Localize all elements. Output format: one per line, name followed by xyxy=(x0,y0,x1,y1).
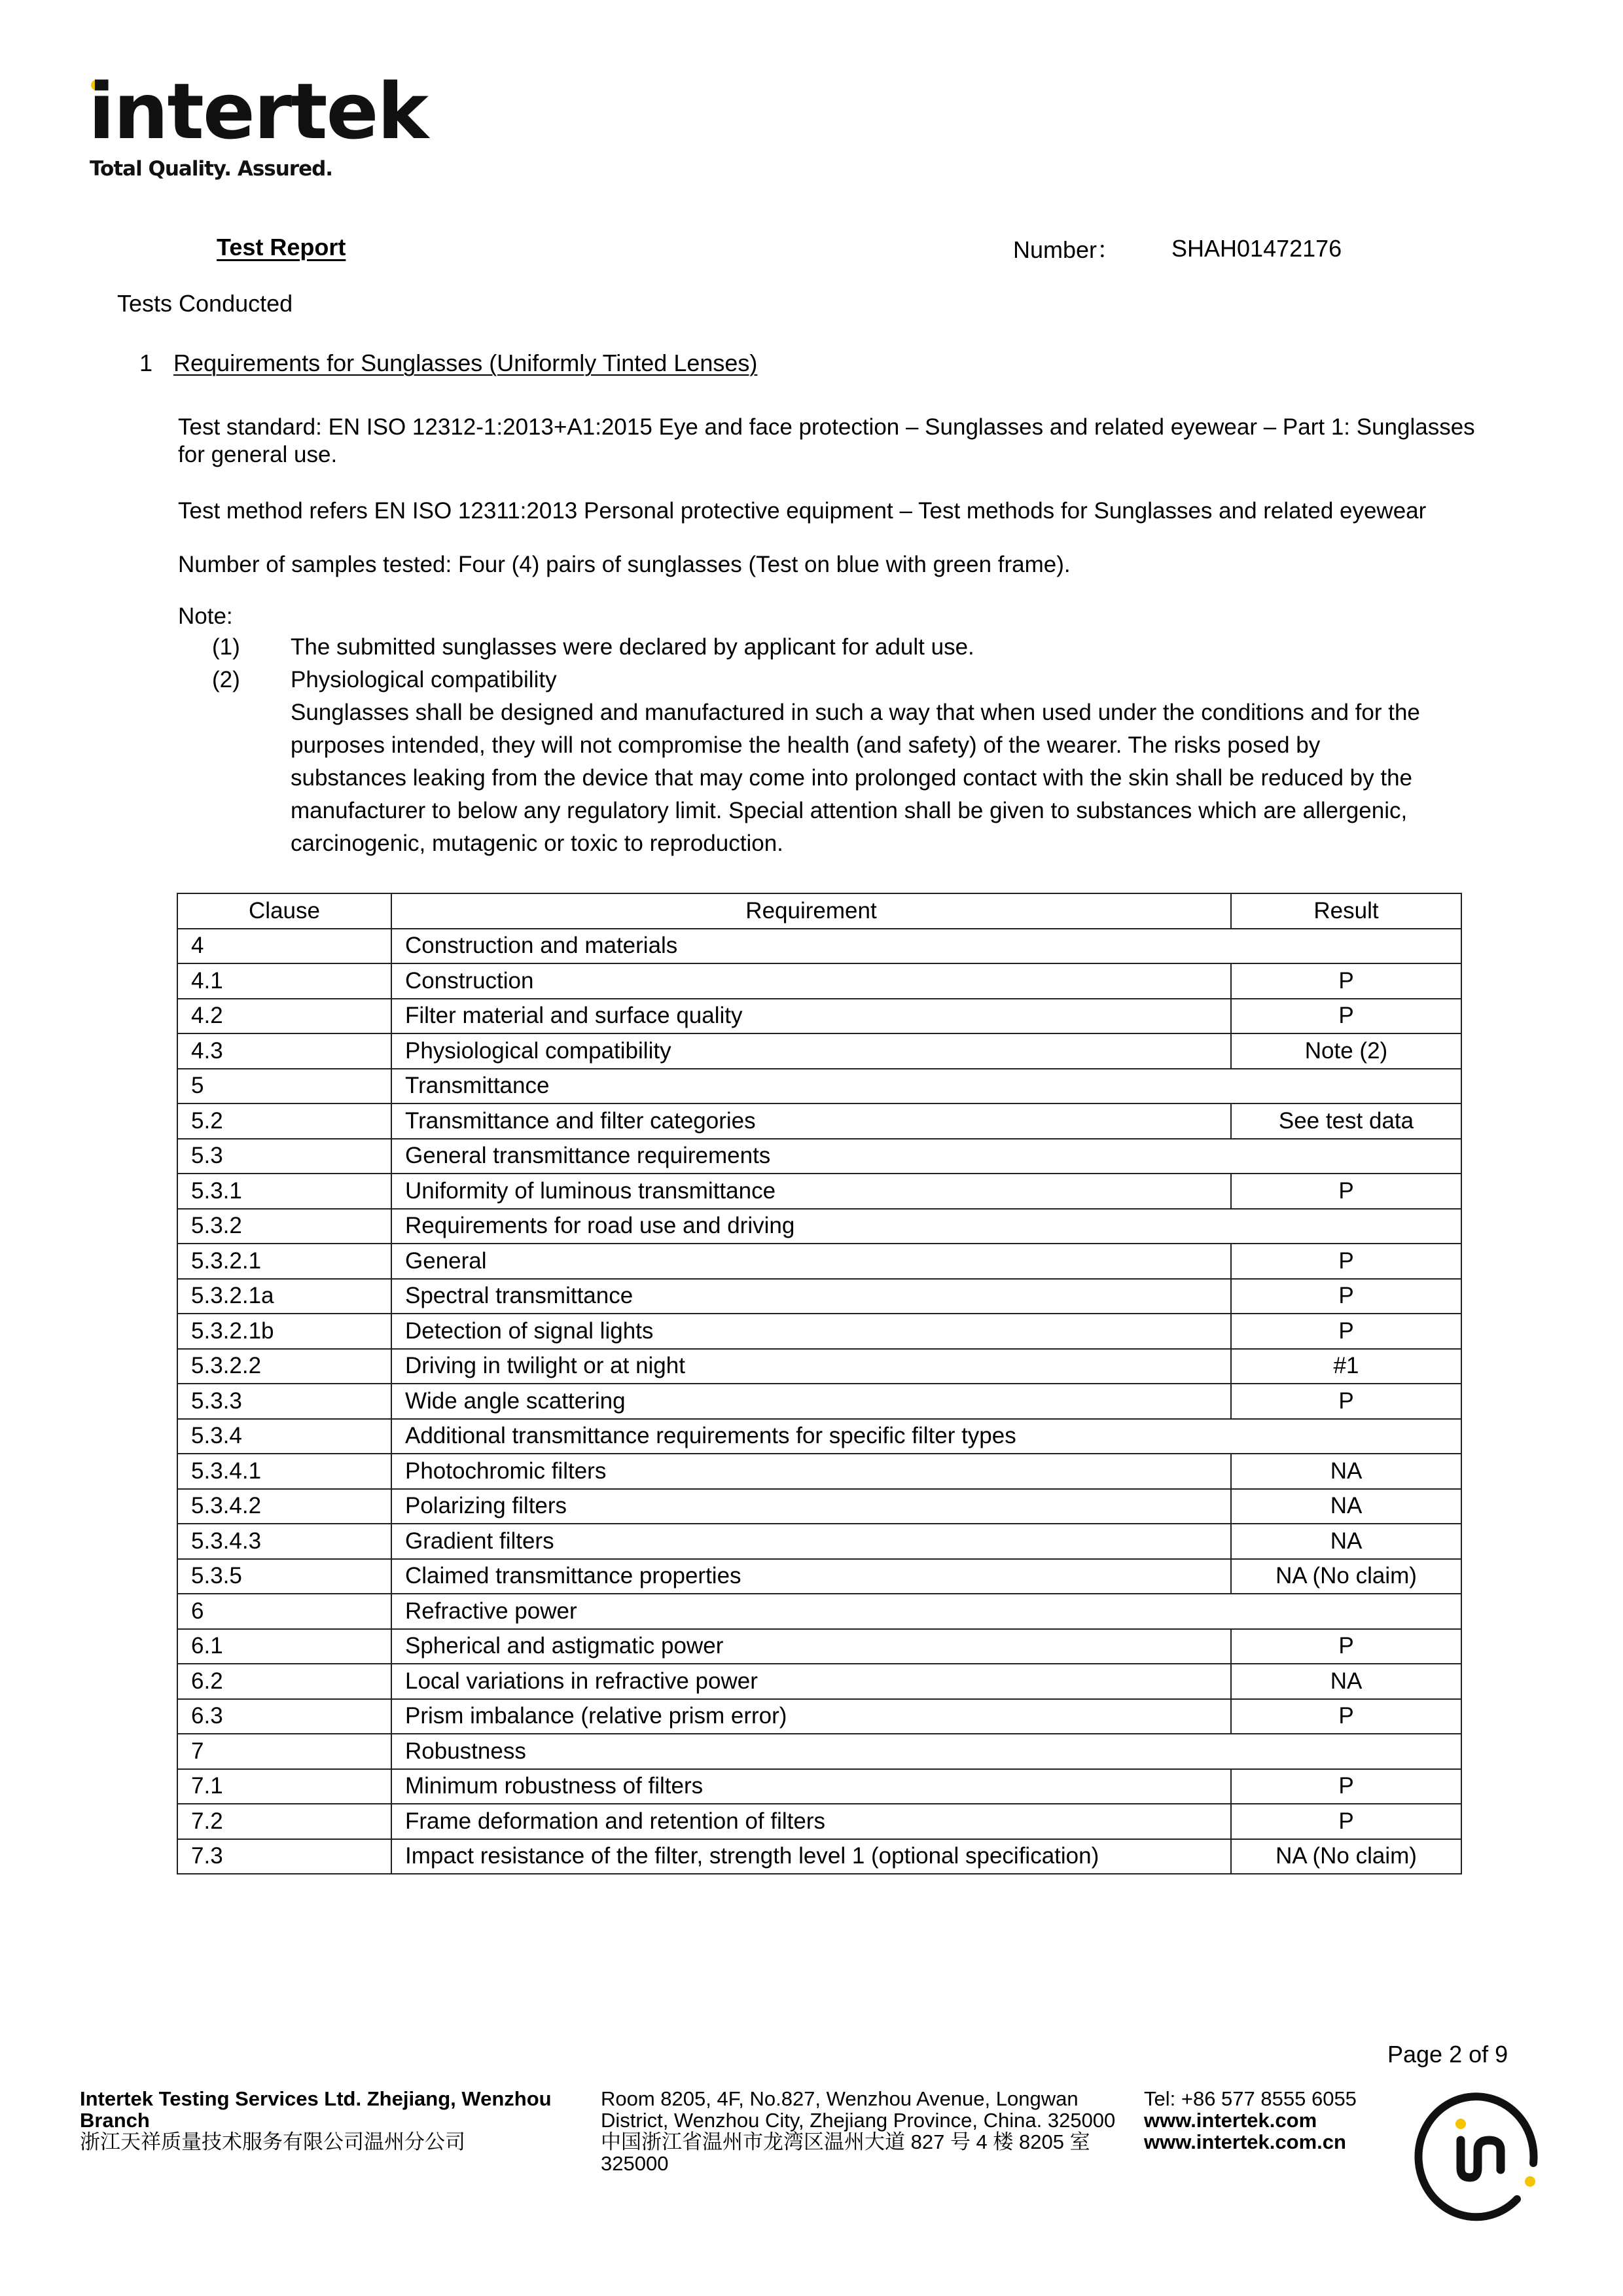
cell-clause: 6 xyxy=(177,1594,391,1629)
intertek-logo xyxy=(88,66,427,183)
cell-requirement: Minimum robustness of filters xyxy=(391,1769,1231,1804)
table-row xyxy=(177,1524,1461,1559)
cell-requirement: Additional transmittance requirements for specific filter types xyxy=(391,1419,1461,1454)
cell-clause: 6.3 xyxy=(177,1699,391,1734)
notes-block xyxy=(178,602,1487,860)
cell-result: NA xyxy=(1231,1454,1461,1489)
samples-text: Number of samples tested: Four (4) pairs of sunglasses (Test on blue with green frame). xyxy=(178,552,1071,577)
footer-postcode: 325000 xyxy=(601,2152,669,2175)
cell-clause: 5.3.5 xyxy=(177,1559,391,1594)
table-row xyxy=(177,1279,1461,1314)
cell-requirement: Spherical and astigmatic power xyxy=(391,1629,1231,1664)
header-result: Result xyxy=(1231,893,1461,929)
table-row xyxy=(177,1489,1461,1524)
notes-label: Note: xyxy=(178,603,233,629)
cell-requirement: Requirements for road use and driving xyxy=(391,1209,1461,1244)
cell-requirement: Driving in twilight or at night xyxy=(391,1349,1231,1384)
table-row xyxy=(177,1314,1461,1349)
cell-requirement: Photochromic filters xyxy=(391,1454,1231,1489)
header-requirement: Requirement xyxy=(391,893,1231,929)
cell-requirement: Prism imbalance (relative prism error) xyxy=(391,1699,1231,1734)
cell-result: NA (No claim) xyxy=(1231,1839,1461,1874)
cell-clause: 4.3 xyxy=(177,1033,391,1069)
cell-clause: 5.3.4.3 xyxy=(177,1524,391,1559)
cell-result: NA (No claim) xyxy=(1231,1559,1461,1594)
cell-result: NA xyxy=(1231,1664,1461,1699)
cell-result: P xyxy=(1231,963,1461,999)
cell-clause: 7.2 xyxy=(177,1804,391,1839)
cell-clause: 5.3 xyxy=(177,1139,391,1174)
table-row xyxy=(177,1699,1461,1734)
cell-result: P xyxy=(1231,1384,1461,1419)
note-item xyxy=(178,631,1487,664)
header-clause: Clause xyxy=(177,893,391,929)
cell-requirement: Uniformity of luminous transmittance xyxy=(391,1174,1231,1209)
intertek-badge-icon xyxy=(1412,2085,1550,2222)
table-row xyxy=(177,1419,1461,1454)
cell-requirement: Construction and materials xyxy=(391,929,1461,964)
cell-requirement: Claimed transmittance properties xyxy=(391,1559,1231,1594)
cell-result: P xyxy=(1231,1279,1461,1314)
cell-result: See test data xyxy=(1231,1103,1461,1139)
table-row xyxy=(177,1734,1461,1769)
table-body xyxy=(177,929,1461,1874)
cell-result: P xyxy=(1231,1699,1461,1734)
cell-result: P xyxy=(1231,1629,1461,1664)
test-standard-text: Test standard: EN ISO 12312-1:2013+A1:2015 Eye and face protection – Sunglasses and related eyewear – Part 1: Sunglasses for general use. xyxy=(178,414,1475,467)
cell-clause: 7 xyxy=(177,1734,391,1769)
table-row xyxy=(177,963,1461,999)
cell-requirement: Local variations in refractive power xyxy=(391,1664,1231,1699)
footer-company-en: Intertek Testing Services Ltd. Zhejiang, Wenzhou Branch xyxy=(80,2087,552,2132)
cell-requirement: Physiological compatibility xyxy=(391,1033,1231,1069)
table-row xyxy=(177,1349,1461,1384)
cell-clause: 5.3.3 xyxy=(177,1384,391,1419)
table-row xyxy=(177,1629,1461,1664)
cell-requirement: Impact resistance of the filter, strength level 1 (optional specification) xyxy=(391,1839,1231,1874)
note-item xyxy=(178,664,1487,860)
cell-requirement: Polarizing filters xyxy=(391,1489,1231,1524)
cell-result: P xyxy=(1231,1804,1461,1839)
section-item-title: Requirements for Sunglasses (Uniformly Tinted Lenses) xyxy=(173,350,758,376)
cell-clause: 4.1 xyxy=(177,963,391,999)
table-row xyxy=(177,1103,1461,1139)
cell-clause: 7.3 xyxy=(177,1839,391,1874)
cell-result: NA xyxy=(1231,1489,1461,1524)
table-row xyxy=(177,1839,1461,1874)
cell-requirement: Transmittance xyxy=(391,1069,1461,1104)
table-row xyxy=(177,999,1461,1034)
note-title: Physiological compatibility xyxy=(291,667,557,692)
footer-contact xyxy=(1144,2088,1406,2153)
table-row xyxy=(177,1209,1461,1244)
cell-requirement: Robustness xyxy=(391,1734,1461,1769)
report-title: Test Report xyxy=(217,234,346,260)
section-heading: Tests Conducted xyxy=(117,290,293,317)
table-row xyxy=(177,1069,1461,1104)
cell-clause: 6.2 xyxy=(177,1664,391,1699)
cell-result: P xyxy=(1231,1244,1461,1279)
cell-clause: 7.1 xyxy=(177,1769,391,1804)
note-number: (1) xyxy=(212,634,240,660)
cell-clause: 5.3.2.1a xyxy=(177,1279,391,1314)
cell-clause: 4.2 xyxy=(177,999,391,1034)
table-row xyxy=(177,1384,1461,1419)
note-title: The submitted sunglasses were declared by applicant for adult use. xyxy=(291,634,974,660)
table-row xyxy=(177,1033,1461,1069)
cell-clause: 5.3.2.2 xyxy=(177,1349,391,1384)
cell-result: P xyxy=(1231,1314,1461,1349)
cell-clause: 6.1 xyxy=(177,1629,391,1664)
cell-clause: 5 xyxy=(177,1069,391,1104)
table-row xyxy=(177,1769,1461,1804)
footer-tel: Tel: +86 577 8555 6055 xyxy=(1144,2087,1357,2110)
cell-requirement: Filter material and surface quality xyxy=(391,999,1231,1034)
cell-clause: 4 xyxy=(177,929,391,964)
table-row xyxy=(177,1664,1461,1699)
footer-company xyxy=(80,2088,577,2153)
cell-result: P xyxy=(1231,1174,1461,1209)
cell-requirement: Refractive power xyxy=(391,1594,1461,1629)
logo-tagline: Total Quality. Assured. xyxy=(90,157,333,181)
test-method-text: Test method refers EN ISO 12311:2013 Personal protective equipment – Test methods for Sunglasses and related eyewear xyxy=(178,498,1427,524)
cell-clause: 5.3.4.1 xyxy=(177,1454,391,1489)
page-number: Page 2 of 9 xyxy=(1387,2041,1508,2068)
section-item-number: 1 xyxy=(139,350,153,376)
cell-requirement: Wide angle scattering xyxy=(391,1384,1231,1419)
note-body: Sunglasses shall be designed and manufactured in such a way that when used under the conditions and for the purposes intended, they will not compromise the health (and safety) of the wearer. The risks posed by substances leaking from the device that may come into prolonged contact with the skin shall be reduced by the manufacturer to below any regulatory limit. Special attention shall be given to substances which are allergenic, carcinogenic, mutagenic or toxic to reproduction. xyxy=(291,700,1420,856)
table-header-row xyxy=(177,893,1461,929)
cell-result: #1 xyxy=(1231,1349,1461,1384)
cell-requirement: Transmittance and filter categories xyxy=(391,1103,1231,1139)
footer-web-link[interactable]: www.intertek.com xyxy=(1144,2109,1317,2132)
table-row xyxy=(177,929,1461,964)
table-row xyxy=(177,1454,1461,1489)
logo-wordmark: intertek xyxy=(88,66,427,156)
cell-requirement: Spectral transmittance xyxy=(391,1279,1231,1314)
footer-company-cn: 浙江天祥质量技术服务有限公司温州分公司 xyxy=(80,2130,465,2153)
cell-requirement: Gradient filters xyxy=(391,1524,1231,1559)
cell-clause: 5.2 xyxy=(177,1103,391,1139)
cell-requirement: General xyxy=(391,1244,1231,1279)
cell-requirement: General transmittance requirements xyxy=(391,1139,1461,1174)
note-number: (2) xyxy=(212,667,240,692)
table-row xyxy=(177,1244,1461,1279)
cell-requirement: Detection of signal lights xyxy=(391,1314,1231,1349)
table-row xyxy=(177,1559,1461,1594)
footer-address-cn: 中国浙江省温州市龙湾区温州大道 827 号 4 楼 8205 室 xyxy=(601,2130,1090,2153)
table-row xyxy=(177,1139,1461,1174)
table-row xyxy=(177,1594,1461,1629)
cell-clause: 5.3.4.2 xyxy=(177,1489,391,1524)
cell-result: Note (2) xyxy=(1231,1033,1461,1069)
table-row xyxy=(177,1804,1461,1839)
cell-result: P xyxy=(1231,1769,1461,1804)
cell-result: NA xyxy=(1231,1524,1461,1559)
table-row xyxy=(177,1174,1461,1209)
footer-address-en: Room 8205, 4F, No.827, Wenzhou Avenue, Longwan District, Wenzhou City, Zhejiang Province, China. 325000 xyxy=(601,2087,1116,2132)
cell-clause: 5.3.1 xyxy=(177,1174,391,1209)
cell-requirement: Frame deformation and retention of filters xyxy=(391,1804,1231,1839)
cell-clause: 5.3.2.1b xyxy=(177,1314,391,1349)
footer-web-link-cn[interactable]: www.intertek.com.cn xyxy=(1144,2130,1346,2153)
cell-clause: 5.3.2 xyxy=(177,1209,391,1244)
footer-address xyxy=(601,2088,1124,2174)
cell-clause: 5.3.2.1 xyxy=(177,1244,391,1279)
report-number-label: Number： xyxy=(1013,236,1121,263)
cell-result: P xyxy=(1231,999,1461,1034)
cell-clause: 5.3.4 xyxy=(177,1419,391,1454)
requirements-table xyxy=(177,893,1462,1874)
cell-requirement: Construction xyxy=(391,963,1231,999)
report-number-value: SHAH01472176 xyxy=(1171,235,1342,262)
